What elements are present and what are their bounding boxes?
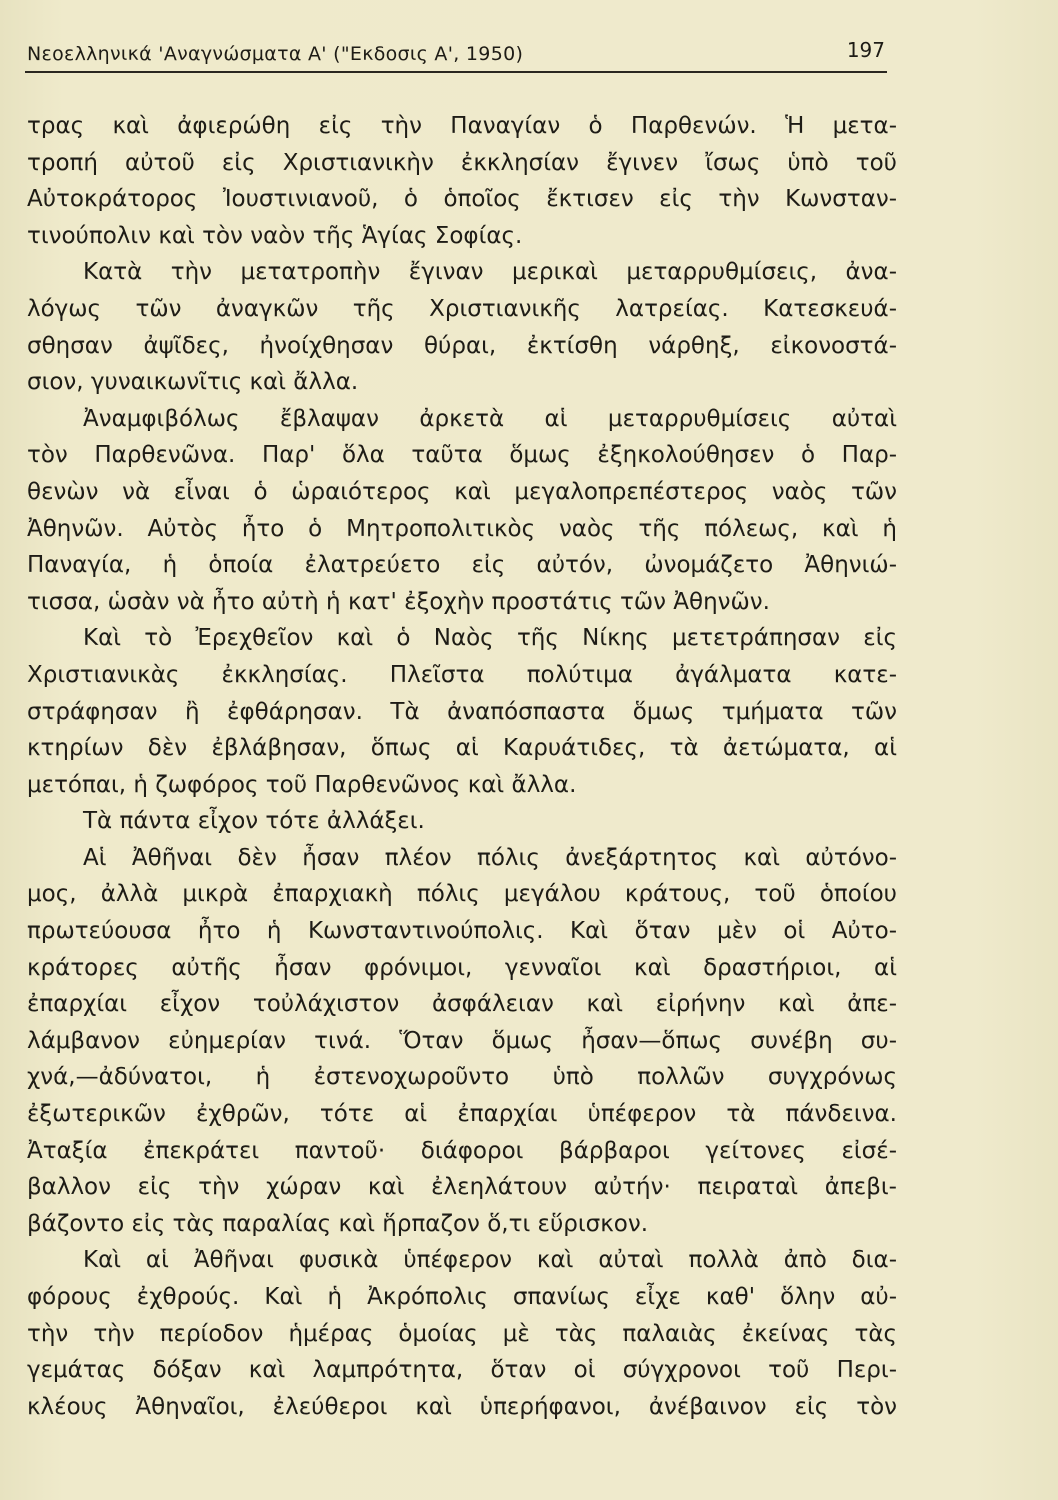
running-header-title: Νεοελληνικά 'Αναγνώσματα Α' ("Εκδοσις Α', 1950) [27,43,524,65]
text-line: φόρους ἐχθρούς. Καὶ ἡ Ἀκρόπολις σπανίως εἶχε καθ' ὅλην αὐ- [27,1284,897,1310]
text-line: ἐπαρχίαι εἶχον τοὐλάχιστον ἀσφάλειαν καὶ εἰρήνην καὶ ἀπε- [27,991,897,1018]
text-line: σιον, γυναικωνῖτις καὶ ἄλλα. [27,369,359,396]
text-line: θενὼν νὰ εἶναι ὁ ὡραιότερος καὶ μεγαλοπρεπέστερος ναὸς τῶν [27,478,897,505]
body-text [27,108,897,1425]
text-line: τὴν τὴν περίοδον ἡμέρας ὁμοίας μὲ τὰς παλαιὰς ἐκείνας τὰς [27,1320,897,1347]
text-line: τὸν Παρθενῶνα. Παρ' ὅλα ταῦτα ὅμως ἐξηκολούθησεν ὁ Παρ- [27,442,897,469]
text-line: σθησαν ἀψῖδες, ἠνοίχθησαν θύραι, ἐκτίσθη νάρθηξ, εἰκονοστά- [27,332,897,359]
text-line: τισσα, ὡσὰν νὰ ἦτο αὐτὴ ἡ κατ' ἐξοχὴν προστάτις τῶν Ἀθηνῶν. [27,588,770,615]
text-line: κτηρίων δὲν ἐβλάβησαν, ὅπως αἱ Καρυάτιδες, τὰ ἀετώματα, αἱ [27,735,897,762]
text-line: Αἱ Ἀθῆναι δὲν ἦσαν πλέον πόλις ἀνεξάρτητος καὶ αὐτόνο- [83,844,897,871]
text-line: κλέους Ἀθηναῖοι, ἐλεύθεροι καὶ ὑπερήφανοι, ἀνέβαινον εἰς τὸν [27,1393,897,1420]
text-line: βάζοντο εἰς τὰς παραλίας καὶ ἥρπαζον ὅ,τι εὕρισκον. [27,1210,649,1237]
text-line: γεμάτας δόξαν καὶ λαμπρότητα, ὅταν οἱ σύγχρονοι τοῦ Περι- [27,1357,897,1384]
text-line: τροπή αὐτοῦ εἰς Χριστιανικὴν ἐκκλησίαν ἔγινεν ἴσως ὑπὸ τοῦ [27,149,897,176]
text-line: στράφησαν ἢ ἐφθάρησαν. Τὰ ἀναπόσπαστα ὅμως τμήματα τῶν [27,698,897,725]
text-line: μετόπαι, ἡ ζωφόρος τοῦ Παρθενῶνος καὶ ἄλλα. [27,771,577,798]
text-line: τρας καὶ ἀφιερώθη εἰς τὴν Παναγίαν ὁ Παρθενών. Ἡ μετα- [27,113,897,139]
text-line: Ἀθηνῶν. Αὐτὸς ἦτο ὁ Μητροπολιτικὸς ναὸς τῆς πόλεως, καὶ ἡ [27,515,897,542]
text-line: χνά,—ἀδύνατοι, ἡ ἐστενοχωροῦντο ὑπὸ πολλῶν συγχρόνως [27,1064,897,1091]
text-line: Κατὰ τὴν μετατροπὴν ἔγιναν μερικαὶ μεταρρυθμίσεις, ἀνα- [83,259,897,286]
text-line: Καὶ τὸ Ἐρεχθεῖον καὶ ὁ Ναὸς τῆς Νίκης μετετράπησαν εἰς [83,625,897,652]
text-line: βαλλον εἰς τὴν χώραν καὶ ἐλεηλάτουν αὐτήν· πειραταὶ ἀπεβι- [27,1174,897,1201]
text-line: κράτορες αὐτῆς ἦσαν φρόνιμοι, γενναῖοι καὶ δραστήριοι, αἱ [27,954,897,981]
header-rule [25,71,887,73]
text-line: Τὰ πάντα εἶχον τότε ἀλλάξει. [83,808,425,835]
text-line: ἐξωτερικῶν ἐχθρῶν, τότε αἱ ἐπαρχίαι ὑπέφερον τὰ πάνδεινα. [27,1101,897,1128]
text-line: λόγως τῶν ἀναγκῶν τῆς Χριστιανικῆς λατρείας. Κατεσκευά- [27,295,897,322]
text-line: Καὶ αἱ Ἀθῆναι φυσικὰ ὑπέφερον καὶ αὐταὶ πολλὰ ἀπὸ δια- [83,1247,897,1274]
text-line: τινούπολιν καὶ τὸν ναὸν τῆς Ἁγίας Σοφίας. [27,222,523,249]
text-line: Χριστιανικὰς ἐκκλησίας. Πλεῖστα πολύτιμα ἀγάλματα κατε- [27,661,897,688]
page-number: 197 [846,38,885,62]
text-line: Παναγία, ἡ ὁποία ἐλατρεύετο εἰς αὐτόν, ὠνομάζετο Ἀθηνιώ- [27,552,897,579]
text-line: μος, ἀλλὰ μικρὰ ἐπαρχιακὴ πόλις μεγάλου κράτους, τοῦ ὁποίου [27,881,897,908]
running-header [25,38,887,74]
text-line: Ἀταξία ἐπεκράτει παντοῦ· διάφοροι βάρβαροι γείτονες εἰσέ- [27,1137,897,1164]
text-line: πρωτεύουσα ἦτο ἡ Κωνσταντινούπολις. Καὶ ὅταν μὲν οἱ Αὐτο- [27,918,897,945]
text-line: Αὐτοκράτορος Ἰουστινιανοῦ, ὁ ὁποῖος ἔκτισεν εἰς τὴν Κωνσταν- [27,186,897,213]
text-line: Ἀναμφιβόλως ἔβλαψαν ἀρκετὰ αἱ μεταρρυθμίσεις αὐταὶ [83,405,897,432]
text-line: λάμβανον εὐημερίαν τινά. Ὅταν ὅμως ἦσαν—ὅπως συνέβη συ- [27,1027,897,1054]
